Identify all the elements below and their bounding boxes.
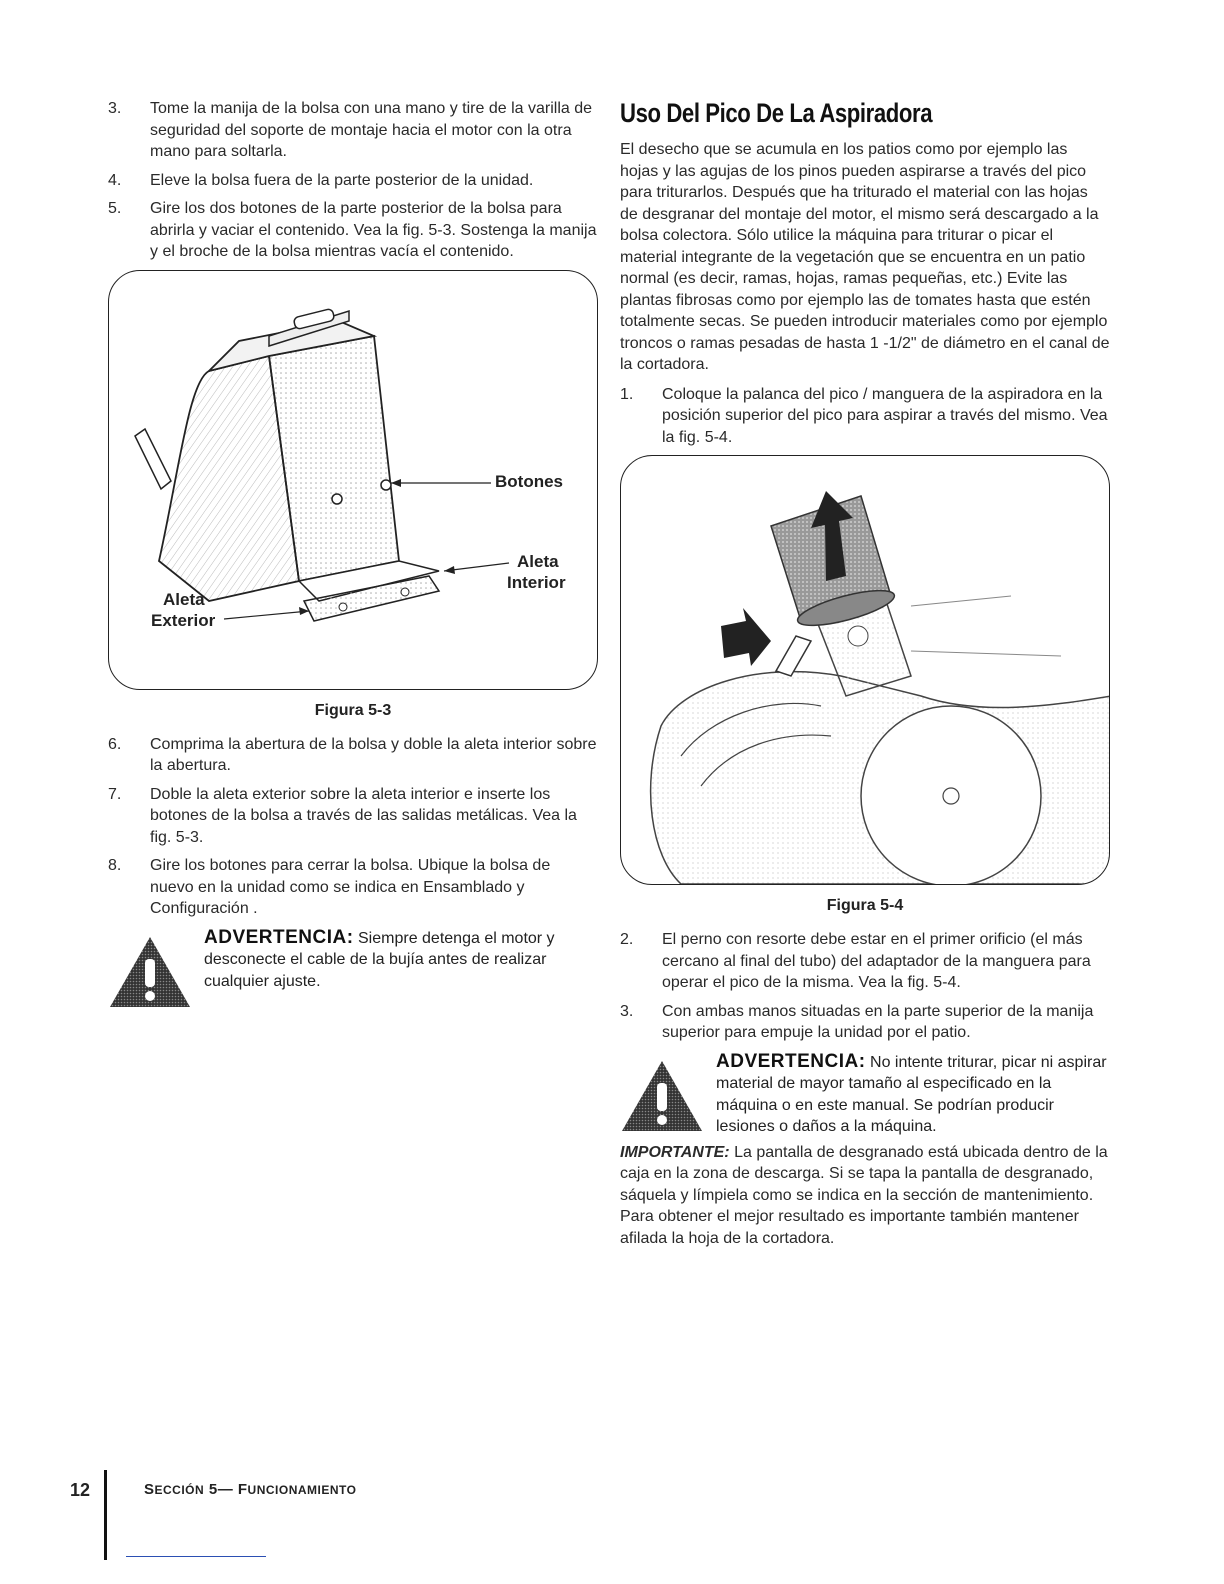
figure-5-3 bbox=[108, 270, 598, 690]
warning-icon bbox=[620, 1059, 704, 1133]
steps-list-a bbox=[108, 98, 598, 263]
step-4: 4. Eleve la bolsa fuera de la parte posterior de la unidad. bbox=[108, 171, 534, 189]
figure-5-4-caption: Figura 5-4 bbox=[826, 897, 904, 914]
figure-5-3-caption: Figura 5-3 bbox=[314, 701, 392, 719]
section-heading: Uso Del Pico De La Aspiradora bbox=[620, 98, 933, 128]
step-8: 8. Gire los botones para cerrar la bolsa. Ubique la bolsa de nuevo en la unidad como se indica en Ensamblado y Configuración . bbox=[108, 857, 551, 917]
right-steps-list-b bbox=[620, 929, 1110, 1044]
important-paragraph: IMPORTANTE: La pantalla de desgranado está ubicada dentro de la caja en la zona de descarga. Si se tapa la pantalla de desgranado, sáquela y límpiela como se indica en la sección de mantenimiento. Para obtener el mejor resultado es importante también mantener afilada la hoja de la cortadora. bbox=[620, 1143, 1108, 1247]
label-aleta-exterior-2: Exterior bbox=[151, 610, 216, 630]
figure-5-4 bbox=[620, 455, 1110, 885]
warning-icon bbox=[108, 935, 192, 1009]
step-3: 3. Tome la manija de la bolsa con una mano y tire de la varilla de seguridad del soporte de montaje hacia el motor con la otra mano para soltarla. bbox=[108, 100, 593, 160]
right-step-1: 1. Coloque la palanca del pico / manguera de la aspiradora en la posición superior del pico para aspirar a través del mismo. Vea la fig. 5-4. bbox=[620, 385, 1108, 446]
page-number: 12 bbox=[70, 1480, 91, 1500]
right-step-3: 3. Con ambas manos situadas en la parte superior de la manija superior para empuje la unidad por el patio. bbox=[620, 1002, 1094, 1041]
right-column bbox=[620, 98, 1110, 1257]
footer-divider bbox=[104, 1470, 107, 1560]
intro-paragraph: El desecho que se acumula en los patios como por ejemplo las hojas y las agujas de los pinos pueden aspirarse a través del pico para triturarlos. Después que ha triturado el material con las hojas de desgranar del montaje del motor, el mismo será descargado a la bolsa colectora. Sólo utilice la máquina para triturar o picar el material integrante de la vegetación que se encuentra en un patio normal (es decir, ramas, hojas, ramas pequeñas, etc.) Evite las plantas fibrosas como por ejemplo las de tomates hasta que estén totalmente secas. Se pueden introducir materiales como por ejemplo troncos o ramas pesadas de hasta 1 -1/2" de diámetro en el canal de la cortadora. bbox=[620, 141, 1110, 373]
warning-left bbox=[108, 927, 598, 1007]
label-aleta-exterior-1: Aleta bbox=[163, 589, 205, 609]
step-7: 7. Doble la aleta exterior sobre la aleta interior e inserte los botones de la bolsa a través de las salidas metálicas. Vea la fig. 5-3. bbox=[108, 785, 577, 846]
label-botones: Botones bbox=[495, 471, 563, 491]
right-step-2: 2. El perno con resorte debe estar en el primer orificio (el más cercano al final del tubo) del adaptador de la manguera para operar el pico de la misma. Vea la fig. 5-4. bbox=[620, 931, 1091, 991]
warning-right bbox=[620, 1051, 1110, 1138]
step-5: 5. Gire los dos botones de la parte posterior de la bolsa para abrirla y vaciar el contenido. Vea la fig. 5-3. Sostenga la manija y el broche de la bolsa mientras vacía el contenido. bbox=[108, 200, 597, 260]
vacuum-nozzle-illustration bbox=[621, 456, 1110, 884]
left-column bbox=[108, 98, 598, 1007]
bottom-rule bbox=[126, 1556, 266, 1557]
step-6: 6. Comprima la abertura de la bolsa y doble la aleta interior sobre la abertura. bbox=[108, 735, 597, 774]
warning-left-text: ADVERTENCIA: Siempre detenga el motor y desconecte el cable de la bujía antes de realizar cualquier ajuste. bbox=[204, 926, 555, 990]
right-steps-list-a bbox=[620, 384, 1110, 449]
label-aleta-interior-2: Interior bbox=[507, 572, 566, 592]
section-title: SECCIÓN 5— FUNCIONAMIENTO bbox=[144, 1481, 357, 1498]
warning-right-text: ADVERTENCIA: No intente triturar, picar ni aspirar material de mayor tamaño al especificado en la máquina o en este manual. Se podrían producir lesiones o daños a la máquina. bbox=[716, 1050, 1107, 1135]
steps-list-b bbox=[108, 734, 598, 920]
label-aleta-interior-1: Aleta bbox=[517, 551, 559, 571]
